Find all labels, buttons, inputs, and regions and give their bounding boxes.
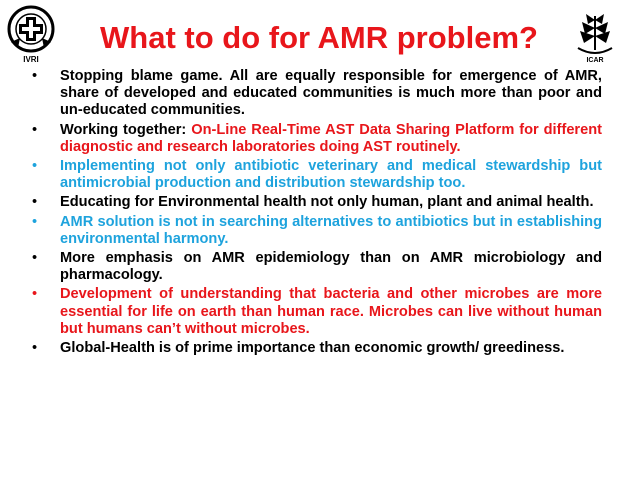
bullet-dot-icon: • <box>32 194 38 211</box>
bullet-text: Global-Health is of prime importance than economic growth/ greediness. <box>60 340 565 357</box>
bullet-dot-icon: • <box>32 158 38 175</box>
institute-emblem-icon <box>6 4 56 66</box>
bullet-item <box>30 122 602 156</box>
bullet-item <box>30 340 602 357</box>
bullet-dot-icon: • <box>32 121 38 138</box>
bullet-text: Working together: <box>60 121 192 138</box>
bullet-dot-icon: • <box>32 68 38 84</box>
left-logo-caption: IVRI <box>23 55 39 64</box>
bullet-dot-icon: • <box>32 250 38 267</box>
bullet-dot-icon: • <box>32 340 38 357</box>
bullet-dot-icon: • <box>32 286 38 303</box>
bullet-list <box>30 68 602 359</box>
bullet-dot-icon: • <box>32 213 38 230</box>
page-title: What to do for AMR problem? <box>100 20 538 55</box>
bullet-text: Educating for Environmental health not only human, plant and animal health. <box>60 194 594 211</box>
wheat-emblem-icon <box>570 12 620 64</box>
bullet-item <box>30 214 602 248</box>
bullet-text: More emphasis on AMR epidemiology than on AMR microbiology and pharmacology. <box>60 250 602 284</box>
right-logo-caption: ICAR <box>586 57 604 64</box>
bullet-item <box>30 158 602 192</box>
bullet-item <box>30 286 602 338</box>
bullet-text: Implementing not only antibiotic veterinary and medical stewardship but antimicrobial production and distribution stewardship too. <box>60 158 602 192</box>
bullet-text: On-Line Real-Time AST Data Sharing Platform for different diagnostic and research laboratories doing AST routinely. <box>60 121 603 155</box>
bullet-text: Development of understanding that bacteria and other microbes are more essential for life on earth than human race. Microbes can live without human but humans can’t without microbes. <box>60 286 602 337</box>
bullet-item <box>30 68 602 120</box>
bullet-item <box>30 194 602 211</box>
bullet-text: AMR solution is not in searching alternatives to antibiotics but in establishing environmental harmony. <box>60 213 602 247</box>
bullet-text: Stopping blame game. All are equally responsible for emergence of AMR, share of developed and educated communities is much more than poor and un-educated communities. <box>60 68 602 119</box>
bullet-item <box>30 250 602 284</box>
